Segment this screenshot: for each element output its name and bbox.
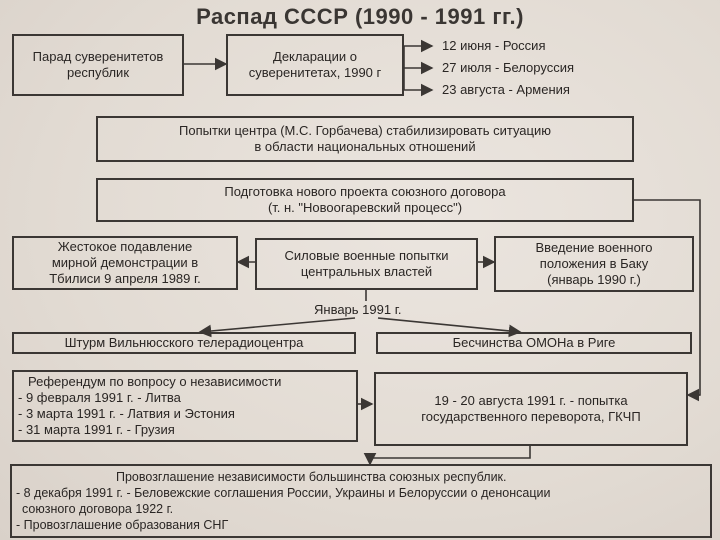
box-line: - Провозглашение образования СНГ [16,518,229,532]
parade-of-sovereignties-box [12,34,184,96]
box-line: - 31 марта 1991 г. - Грузия [18,422,175,437]
box-line: Тбилиси 9 апреля 1989 г. [49,271,201,286]
box-line: Бесчинства ОМОНа в Риге [452,335,616,350]
box-line: республик [66,65,130,80]
referendum-box [12,370,358,442]
box-line: (т. н. "Новоогаревский процесс") [267,200,463,215]
box-line: государственного переворота, ГКЧП [421,409,641,424]
box-line: Декларации о [273,49,357,64]
page-title: Распад СССР (1990 - 1991 гг.) [196,4,524,29]
baku-box [494,236,694,292]
box-line: Силовые военные попытки [284,248,449,263]
box-line: Жестокое подавление [57,239,193,254]
box-line: суверенитетах, 1990 г [248,65,382,80]
box-line: Подготовка нового проекта союзного договора [224,184,506,199]
box-line: - 9 февраля 1991 г. - Литва [18,390,181,405]
box-line: Попытки центра (М.С. Горбачева) стабилизировать ситуацию [179,123,551,138]
center-attempts-box [96,116,634,162]
box-line: Парад суверенитетов [32,49,164,64]
arrow-january-to-vilnius [200,318,355,332]
new-treaty-box [96,178,634,222]
box-line: Референдум по вопросу о независимости [28,374,282,389]
vilnius-box [12,332,356,354]
box-line: - 3 марта 1991 г. - Латвия и Эстония [18,406,235,421]
box-line: центральных властей [300,264,433,279]
box-line: (январь 1990 г.) [547,272,641,287]
arrow-treaty-to-coup [634,200,700,395]
declarations-box [226,34,404,96]
box-line: Провозглашение независимости большинства союзных республик. [116,470,507,484]
declaration-date-russia: 12 июня - Россия [442,38,546,53]
riga-box [376,332,692,354]
declaration-date-armenia: 23 августа - Армения [442,82,570,97]
coup-box [374,372,688,446]
box-line: в области национальных отношений [254,139,476,154]
box-line: положения в Баку [539,256,649,271]
box-line: - 8 декабря 1991 г. - Беловежские соглашения России, Украины и Белоруссии о денонсации [16,486,551,500]
arrow-january-to-riga [378,318,520,332]
january-1991-label: Январь 1991 г. [314,302,402,317]
force-attempts-box [255,238,478,290]
box-line: 19 - 20 августа 1991 г. - попытка [434,393,628,408]
tbilisi-box [12,236,238,290]
arrow-coup-to-independence [370,446,530,462]
declaration-date-belarus: 27 июля - Белоруссия [442,60,575,75]
box-line: союзного договора 1922 г. [22,502,174,516]
box-line: Введение военного [535,240,653,255]
box-line: Штурм Вильнюсского телерадиоцентра [64,335,304,350]
independence-box [10,464,712,538]
box-line: мирной демонстрации в [51,255,199,270]
